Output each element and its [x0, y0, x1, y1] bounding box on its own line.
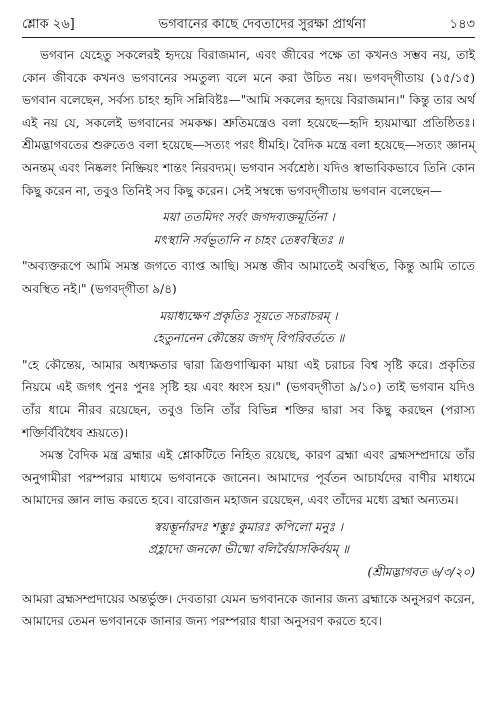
- page-number: ১৪৩: [449, 16, 475, 32]
- verse-block-3: [22, 516, 475, 584]
- verse-line: ময়া ততমিদং সর্বং জগদব্যক্তমূর্তিনা ।: [162, 210, 335, 225]
- verse-line: প্রহ্লাদো জনকো ভীষ্মো বলির্বৈয়াসকির্বয়ম্ ॥: [147, 542, 350, 557]
- verse-block-2: [22, 305, 475, 350]
- chapter-title: ভগবানের কাছে দেবতাদের সুরক্ষা প্রার্থনা: [158, 16, 366, 32]
- verse-translation-1: "অব্যক্তরূপে আমি সমস্ত জগতে ব্যাপ্ত আছি। সমস্ত জীব আমাতেই অবস্থিত, কিন্তু আমি তাতে অবস্থিত নই।" (ভগবদ্‌গীতা ৯/৪): [22, 259, 475, 296]
- paragraph-3: সমস্ত বৈদিক মন্ত্র ব্রহ্মার এই শ্লোকটিতে নিহিত রয়েছে, কারণ ব্রহ্মা এবং ব্রহ্মসম্প্রদায়ে তাঁর অনুগামীরা পরম্পরার মাধ্যমে ভগবানকে জানেন। আমাদের পূর্বতন আচার্যদের বাণীর মাধ্যমে আমাদের জ্ঞান লাভ করতে হবে। বারোজন মহাজন রয়েছেন, এবং তাঁদের মধ্যে ব্রহ্মা অন্যতম।: [22, 448, 475, 508]
- verse-reference: (শ্রীমদ্ভাগবত ৬/৩/২০): [367, 565, 475, 580]
- paragraph-4: আমরা ব্রহ্মসম্প্রদায়ের অন্তর্ভুক্ত। দেবতারা যেমন ভগবানকে জানার জন্য ব্রহ্মাকে অনুসরণ করেন, আমাদের তেমন ভগবানকে জানার জন্য পরম্পরার ধারা অনুসরণ করতে হবে।: [22, 591, 475, 629]
- page-header: [22, 14, 475, 36]
- verse-line: হেতুনানেন কৌন্তেয় জগদ্ বিপরিবর্ততে ॥: [152, 331, 345, 346]
- header-rule: [22, 37, 475, 38]
- verse-line: স্বয়ম্ভূর্নারদঃ শম্ভুঃ কুমারঃ কপিলো মনুঃ ।: [153, 519, 344, 534]
- paragraph-1: ভগবান যেহেতু সকলেরই হৃদয়ে বিরাজমান, এবং জীবের পক্ষে তা কখনও সম্ভব নয়, তাই কোন জীবকে কখনও ভগবানের সমতুল্য বলে মনে করা উচিত নয়। ভগবদ্‌গীতায় (১৫/১৫) ভগবান বলেছেন, সর্বস্য চাহং হৃদি সন্নিবিষ্টঃ—"আমি সকলের হৃদয়ে বিরাজমান।" কিন্তু তার অর্থ এই নয় যে, সকলেই ভগবানের সমকক্ষ। শ্রুতিমন্ত্রেও বলা হয়েছে—হৃদি হ্যয়মাত্মা প্রতিষ্ঠিতঃ। শ্রীমদ্ভাগবতের শুরুতেও বলা হয়েছে—সত্যং পরং ধীমহি। বৈদিক মন্ত্রে বলা হয়েছে—সত্যং জ্ঞানম্ অনন্তম্ এবং নিষ্কলং নিষ্ক্রিয়ং শান্তং নিরবদ্যম্। ভগবান সর্বশ্রেষ্ঠ। যদিও স্বাভাবিকভাবে তিনি কোন কিছু করেন না, তবুও তিনিই সব কিছু করেন। সেই সম্বন্ধে ভগবদ্‌গীতায় ভগবান বলেছেন—: [22, 48, 475, 198]
- verse-block-1: [22, 206, 475, 251]
- page-content: [22, 44, 475, 713]
- verse-number-label: শ্লোক ২৬]: [22, 16, 75, 32]
- verse-line: মৎস্থানি সর্বভূতানি ন চাহং তেষ্ববস্থিতঃ ॥: [153, 232, 344, 247]
- verse-translation-2: "হে কৌন্তেয়, আমার অধ্যক্ষতার দ্বারা ত্রিগুণাত্মিকা মায়া এই চরাচর বিশ্ব সৃষ্টি করে। প্রকৃতির নিয়মে এই জগৎ পুনঃ পুনঃ সৃষ্টি হয় এবং ধ্বংস হয়।" (ভগবদ্‌গীতা ৯/১০) তাই ভগবান যদিও তাঁর ধামে নীরব রয়েছেন, তবুও তিনি তাঁর বিভিন্ন শক্তির দ্বারা সব কিছু করছেন (পরাস্য শক্তির্বিবিধৈব শ্রূয়তে)।: [22, 357, 475, 440]
- verse-line: ময়াধ্যক্ষেণ প্রকৃতিঃ সূয়তে সচরাচরম্ ।: [159, 308, 338, 323]
